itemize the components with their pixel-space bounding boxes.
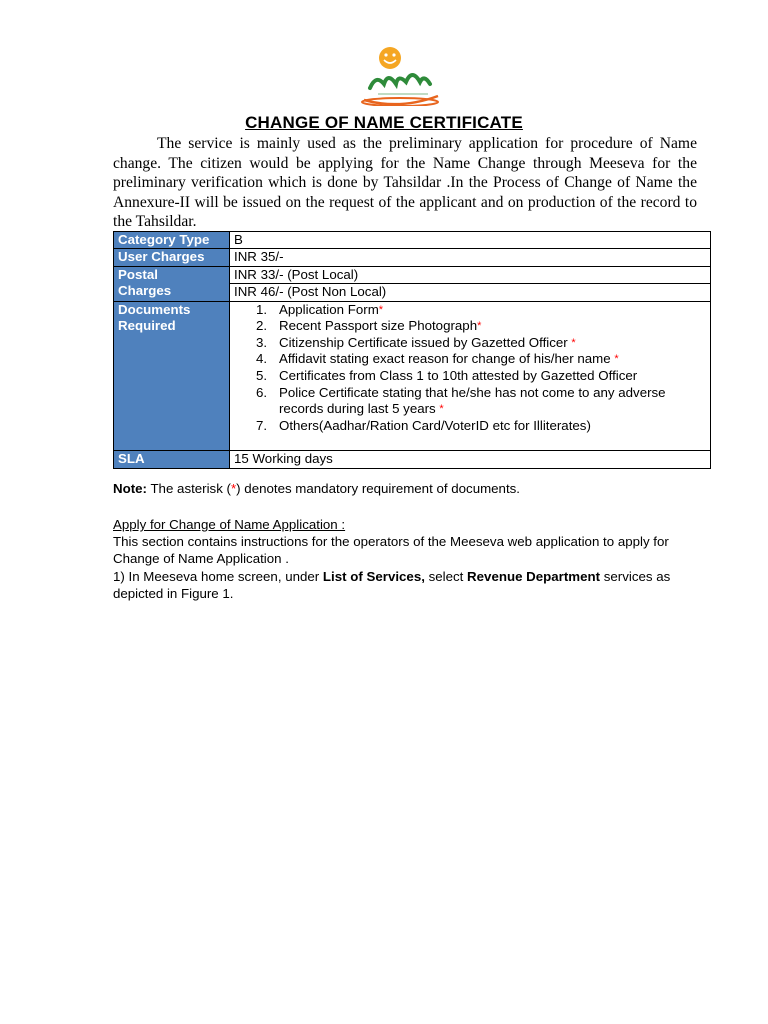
note-text: Note: The asterisk (*) denotes mandatory requirement of documents. [113, 481, 520, 496]
mandatory-asterisk: * [614, 353, 619, 366]
section-heading: Apply for Change of Name Application : [113, 517, 346, 532]
documents-list-cell [230, 301, 711, 451]
section-description: This section contains instructions for the operators of the Meeseva web application to apply for Change of Name Application . [113, 534, 669, 567]
postal-nonlocal-value: INR 46/- (Post Non Local) [230, 284, 711, 301]
list-item: 6. Police Certificate stating that he/she has not come to any adverse records during last 5 years * [256, 384, 666, 417]
page-title: CHANGE OF NAME CERTIFICATE [245, 113, 523, 132]
list-item: 7. Others(Aadhar/Ration Card/VoterID etc for Illiterates) [256, 417, 591, 433]
documents-list [234, 302, 706, 451]
sla-label: SLA [114, 451, 230, 468]
list-item: 5. Certificates from Class 1 to 10th attested by Gazetted Officer [256, 368, 638, 383]
step-one: 1) In Meeseva home screen, under List of Services, select Revenue Department services as depicted in Figure 1. [113, 568, 671, 601]
mandatory-asterisk: * [477, 320, 482, 333]
service-info-table [113, 231, 711, 469]
user-charges-label: User Charges [114, 249, 230, 266]
postal-charges-label: Postal Charges [114, 266, 230, 301]
table-row [114, 266, 711, 283]
category-type-label: Category Type [114, 232, 230, 249]
instructions-section [113, 516, 711, 602]
meeseva-logo-icon [358, 44, 442, 106]
documents-required-label: Documents Required [114, 301, 230, 451]
user-charges-value: INR 35/- [230, 249, 711, 266]
list-item: 1. Application Form* [256, 301, 384, 317]
list-item: 4. Affidavit stating exact reason for change of his/her name * [256, 351, 619, 367]
postal-local-value: INR 33/- (Post Local) [230, 266, 711, 283]
table-row [114, 451, 711, 468]
table-row [114, 232, 711, 249]
mandatory-asterisk: * [439, 403, 444, 416]
list-item: 3. Citizenship Certificate issued by Gazetted Officer * [256, 334, 576, 350]
mandatory-asterisk: * [571, 336, 576, 349]
table-row [114, 249, 711, 266]
sla-value: 15 Working days [230, 451, 711, 468]
mandatory-asterisk: * [378, 303, 384, 316]
category-type-value: B [230, 232, 711, 249]
list-item: 2. Recent Passport size Photograph* [256, 318, 482, 334]
table-row [114, 301, 711, 451]
intro-paragraph: The service is mainly used as the preliminary application for procedure of Name change. The citizen would be applying for the Name Change through Meeseva for the preliminary verification which is done by Tahsildar .In the Process of Change of Name the Annexure-II will be issued on the request of the applicant and on production of the record to the Tahsildar. [113, 135, 697, 231]
